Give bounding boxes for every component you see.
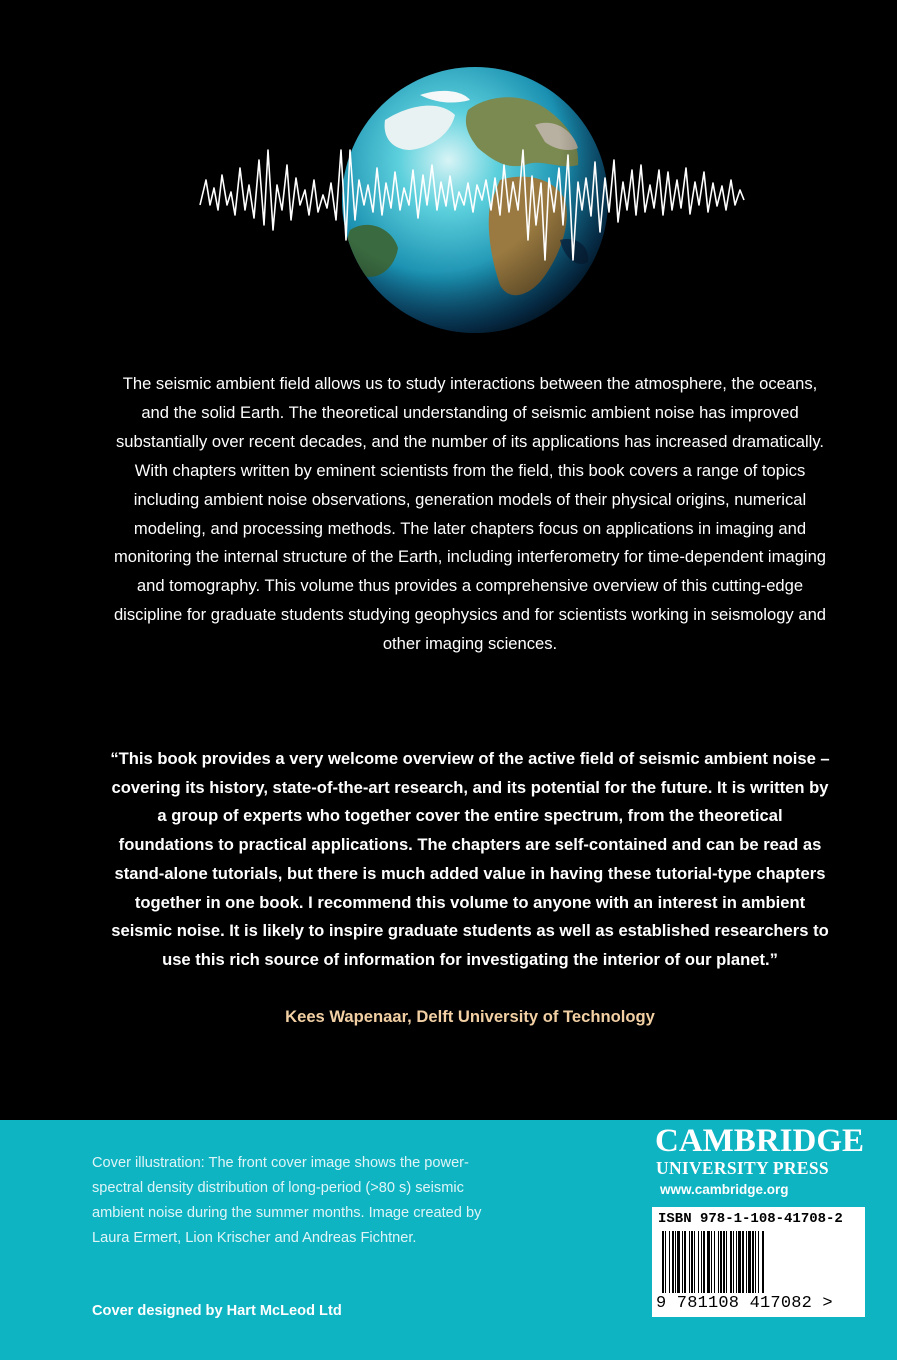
- barcode-bar: [711, 1231, 712, 1293]
- barcode-bar: [694, 1231, 695, 1293]
- barcode-bar: [762, 1231, 764, 1293]
- barcode-panel: [652, 1207, 865, 1317]
- cover-designer-credit: Cover designed by Hart McLeod Ltd: [92, 1303, 342, 1319]
- isbn-number: ISBN 978-1-108-41708-2: [658, 1211, 843, 1227]
- barcode-bar: [672, 1231, 674, 1293]
- barcode-bar: [682, 1231, 683, 1293]
- barcode-bar: [752, 1231, 754, 1293]
- barcode-bar: [703, 1231, 705, 1293]
- earth-seismogram-illustration: [0, 0, 897, 350]
- barcode-bar: [675, 1231, 676, 1293]
- cover-illustration-credit: Cover illustration: The front cover image shows the power-spectral density distribution of long-period (>80 s) seismic ambient noise during the summer months. Image created by Laura Ermert, Lion Krischer and Andreas Fichtner.: [92, 1155, 482, 1246]
- barcode-bar: [707, 1231, 710, 1293]
- barcode-bar: [746, 1231, 747, 1293]
- barcode-bar: [701, 1231, 702, 1293]
- barcode-bar: [691, 1231, 693, 1293]
- barcode-bar: [669, 1231, 670, 1293]
- barcode-bar: [665, 1231, 666, 1293]
- barcode-bar: [758, 1231, 759, 1293]
- barcode-bar: [698, 1231, 699, 1293]
- barcode-bar: [714, 1231, 715, 1293]
- barcode-bar: [730, 1231, 732, 1293]
- publisher-logo-name: CAMBRIDGE: [655, 1123, 865, 1159]
- barcode-bar: [736, 1231, 737, 1293]
- barcode-bar: [726, 1231, 727, 1293]
- review-attribution: Kees Wapenaar, Delft University of Technology: [285, 1007, 655, 1026]
- barcode-bar: [755, 1231, 756, 1293]
- barcode-bar: [738, 1231, 741, 1293]
- barcode-bar: [742, 1231, 744, 1293]
- review-quote: “This book provides a very welcome overview of the active field of seismic ambient noise – covering its history, state-of-the-art research, and its potential for the future. It is written by a group of experts who together cover the entire spectrum, from the theoretical foundations to practical applications. The chapters are self-contained and can be read as stand-alone tutorials, but there is much added value in having these tutorial-type chapters together in one book. I recommend this volume to anyone with an interest in ambient seismic noise. It is likely to inspire graduate students as well as established researchers to use this rich source of information for investigating the interior of our planet.”: [110, 749, 830, 969]
- barcode-bar: [720, 1231, 722, 1293]
- barcode-bar: [689, 1231, 690, 1293]
- barcode-bar: [748, 1231, 751, 1293]
- barcode-bar: [662, 1231, 664, 1293]
- barcode-digits: 9 781108 417082 >: [656, 1294, 833, 1313]
- barcode-bar: [733, 1231, 734, 1293]
- barcode-bar: [718, 1231, 719, 1293]
- barcode-bar: [684, 1231, 686, 1293]
- publisher-logo-subtitle: UNIVERSITY PRESS: [656, 1158, 829, 1178]
- book-description: The seismic ambient field allows us to study interactions between the atmosphere, the oceans, and the solid Earth. The theoretical understanding of seismic ambient noise has improved substantially over recent decades, and the number of its applications has increased dramatically. With chapters written by eminent scientists from the field, this book covers a range of topics including ambient noise observations, generation models of their physical origins, numerical modeling, and processing methods. The later chapters focus on applications in imaging and monitoring the internal structure of the Earth, including interferometry for time-dependent imaging and tomography. This volume thus provides a comprehensive overview of this cutting-edge discipline for graduate students studying geophysics and for scientists working in seismology and other imaging sciences.: [113, 374, 827, 654]
- barcode-bar: [677, 1231, 680, 1293]
- publisher-url: www.cambridge.org: [660, 1182, 789, 1197]
- barcode-bar: [723, 1231, 725, 1293]
